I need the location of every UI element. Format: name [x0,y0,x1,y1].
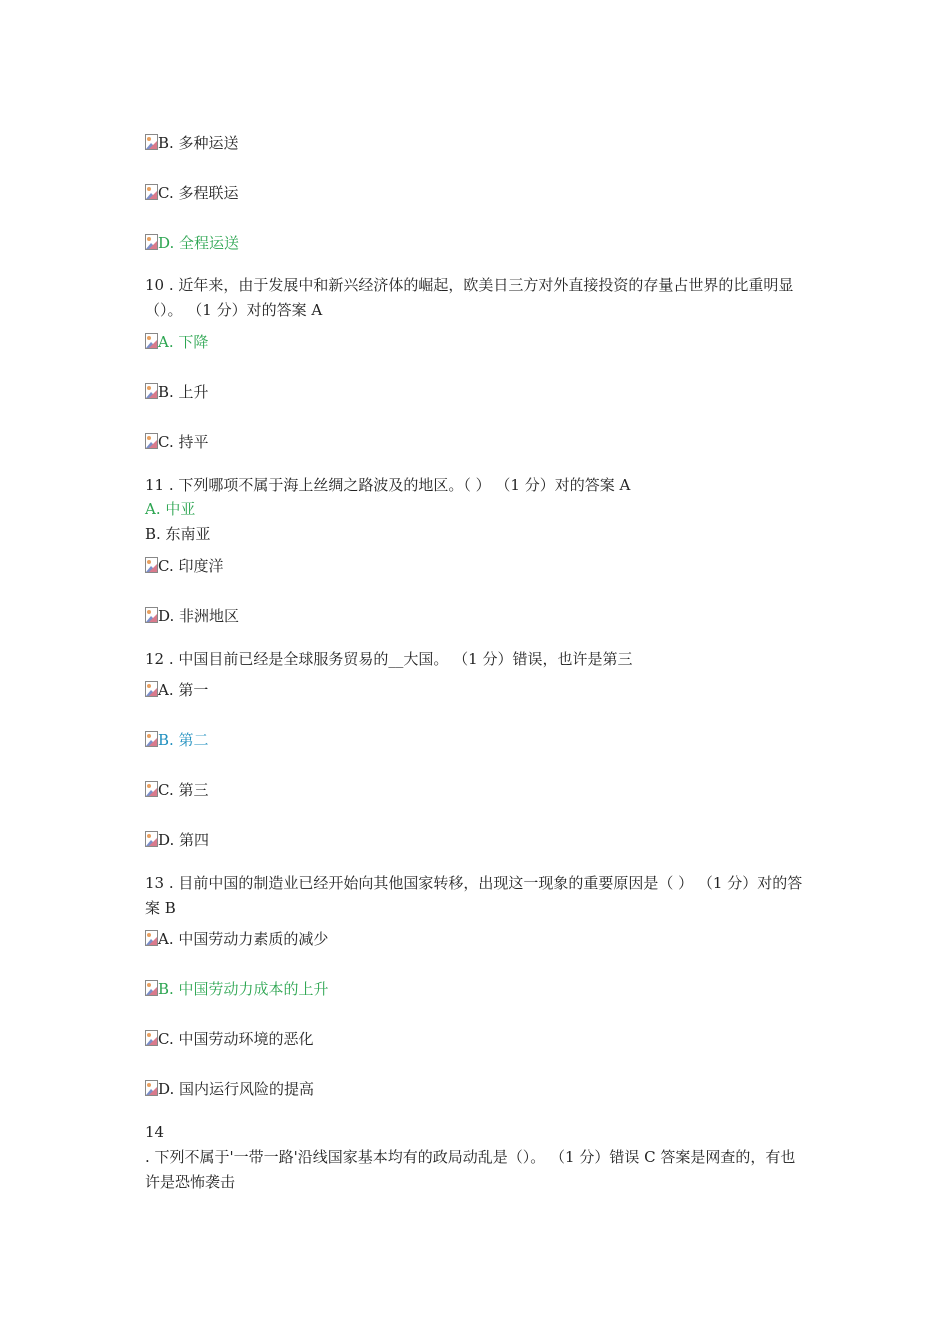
option-text: B. 多种运送 [158,134,239,152]
q9-option-b[interactable] [145,131,239,155]
broken-image-icon [145,781,158,797]
q13-option-a[interactable] [145,927,328,951]
option-text: C. 第三 [158,781,209,799]
broken-image-icon [145,731,158,747]
broken-image-icon [145,433,158,449]
q14-question: . 下列不属于'一带一路'沿线国家基本均有的政局动乱是（）。 （1 分）错误 C 答案是网查的，有也许是恐怖袭击 [145,1148,796,1191]
q13-question: 13 . 目前中国的制造业已经开始向其他国家转移，出现这一现象的重要原因是（ ） （1 分）对的答案 B [145,874,803,917]
option-text: C. 中国劳动环境的恶化 [158,1030,314,1048]
q13-option-c[interactable] [145,1027,313,1051]
q12-option-a[interactable] [145,678,208,702]
q10-option-c[interactable] [145,430,208,454]
option-text: A. 下降 [158,333,209,351]
broken-image-icon [145,1080,158,1096]
broken-image-icon [145,333,158,349]
broken-image-icon [145,607,158,623]
option-text: D. 非洲地区 [158,607,240,625]
q12-option-d[interactable] [145,828,209,852]
option-text: D. 国内运行风险的提高 [158,1080,315,1098]
option-text: C. 持平 [158,433,209,451]
broken-image-icon [145,980,158,996]
q11-option-a[interactable]: A. 中亚 [145,500,196,518]
q12-option-b[interactable] [145,728,209,752]
q12-question: 12 . 中国目前已经是全球服务贸易的__大国。 （1 分）错误，也许是第三 [145,650,633,668]
option-text: C. 印度洋 [158,557,224,575]
option-text: D. 全程运送 [158,234,240,252]
broken-image-icon [145,1030,158,1046]
q10-option-a[interactable] [145,330,208,354]
q14-number: 14 [145,1123,165,1141]
q12-option-c[interactable] [145,778,208,802]
q9-option-d[interactable] [145,231,239,255]
option-text: C. 多程联运 [158,184,239,202]
option-text: B. 中国劳动力成本的上升 [158,980,329,998]
broken-image-icon [145,930,158,946]
q11-option-d[interactable] [145,604,239,628]
broken-image-icon [145,383,158,399]
broken-image-icon [145,234,158,250]
option-text: B. 第二 [158,731,209,749]
q13-option-b[interactable] [145,977,329,1001]
broken-image-icon [145,134,158,150]
option-text: A. 第一 [158,681,209,699]
broken-image-icon [145,184,158,200]
broken-image-icon [145,681,158,697]
q13-option-d[interactable] [145,1077,314,1101]
q10-question: 10 . 近年来，由于发展中和新兴经济体的崛起，欧美日三方对外直接投资的存量占世界的比重明显（）。 （1 分）对的答案 A [145,276,794,319]
q10-option-b[interactable] [145,380,209,404]
q11-option-b[interactable]: B. 东南亚 [145,525,211,543]
q11-question: 11 . 下列哪项不属于海上丝绸之路波及的地区。（ ） （1 分）对的答案 A [145,476,631,494]
q9-option-c[interactable] [145,181,238,205]
q11-option-c[interactable] [145,554,223,578]
option-text: B. 上升 [158,383,209,401]
broken-image-icon [145,557,158,573]
broken-image-icon [145,831,158,847]
option-text: D. 第四 [158,831,210,849]
option-text: A. 中国劳动力素质的减少 [158,930,329,948]
